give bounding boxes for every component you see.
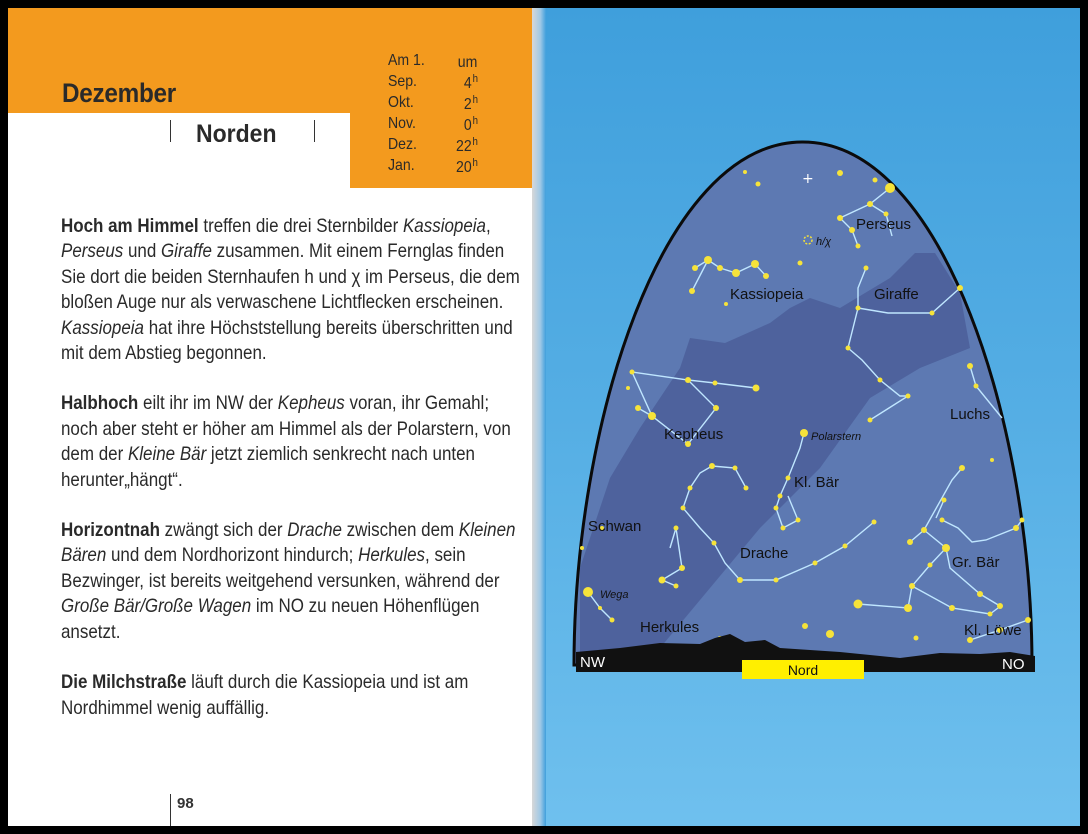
time-row [388, 94, 498, 115]
label-kl-baer: Kl. Bär [794, 474, 840, 491]
label-kassiopeia: Kassiopeia [730, 286, 804, 303]
paragraph-high-sky: Hoch am Himmel treffen die drei Sternbilder Kassiopeia, Perseus und Giraffe zusammen. Mit einem Fernglas finden Sie dort die beiden Sternhaufen h und χ im Perseus, die dem bloßen Auge nur als verwaschene Lichtflecken erscheinen. Kassiopeia hat ihre Höchststellung bereits überschritten und mit dem Abstieg begonnen. [61, 215, 520, 365]
observation-time-table [388, 52, 498, 178]
time-row [388, 73, 498, 94]
time-label: Am 1. [388, 52, 425, 69]
time-value: um [457, 54, 478, 71]
paragraph-milky-way: Die Milchstraße läuft durch die Kassiopeia und ist am Nordhimmel wenig auffällig. [61, 671, 469, 719]
label-kl-loewe: Kl. Löwe [964, 622, 1022, 639]
label-perseus: Perseus [856, 216, 912, 233]
time-label: Okt. [388, 94, 414, 111]
label-giraffe: Giraffe [874, 286, 919, 303]
time-row [388, 157, 498, 178]
time-value: 4$^h$ [463, 73, 478, 92]
label-herkules: Herkules [640, 619, 700, 636]
paragraph-half-high: Halbhoch eilt ihr im NW der Kepheus voran, ihr Gemahl; noch aber steht er höher am Himmel als der Polarstern, von dem der Kleine Bär jetzt ziemlich senkrecht nach unten herunter„hängt“. [61, 392, 511, 491]
label-gr-baer: Gr. Bär [952, 554, 1000, 571]
label-luchs: Luchs [950, 406, 991, 423]
label-kepheus: Kepheus [664, 426, 724, 443]
title-divider-left [170, 120, 171, 142]
label-h-chi: h/χ [816, 236, 832, 248]
time-row [388, 52, 498, 73]
label-schwan: Schwan [588, 518, 642, 535]
paragraph-near-horizon: Horizontnah zwängt sich der Drache zwischen dem Kleinen Bären und dem Nordhorizont hindurch; Herkules, sein Bezwinger, ist bereits weitgehend versunken, während der Große Bär/Große Wagen im NO zu neuen Höhenflügen ansetzt. [61, 519, 516, 643]
time-label: Nov. [388, 115, 416, 132]
book-spine [532, 8, 546, 826]
time-label: Sep. [388, 73, 417, 90]
time-value: 22$^h$ [456, 136, 478, 155]
month-title: Dezember [62, 78, 176, 108]
label-drache: Drache [740, 545, 789, 562]
cross-marker-icon: + [802, 171, 814, 187]
label-nw: NW [580, 654, 605, 671]
title-divider-right [314, 120, 315, 142]
article-text [61, 214, 521, 746]
label-no: NO [1002, 656, 1025, 673]
page-number: 98 [170, 794, 194, 826]
time-label: Dez. [388, 136, 417, 153]
direction-title: Norden [196, 120, 277, 148]
left-page [8, 8, 540, 826]
label-nord: Nord [787, 662, 819, 678]
label-polarstern: Polarstern [811, 431, 862, 443]
right-page [540, 8, 1080, 826]
label-wega: Wega [600, 589, 629, 601]
time-label: Jan. [388, 157, 415, 174]
time-value: 0$^h$ [463, 115, 478, 134]
time-row [388, 115, 498, 136]
star-map [540, 8, 1080, 826]
time-row [388, 136, 498, 157]
time-value: 2$^h$ [463, 94, 478, 113]
time-value: 20$^h$ [456, 157, 478, 176]
